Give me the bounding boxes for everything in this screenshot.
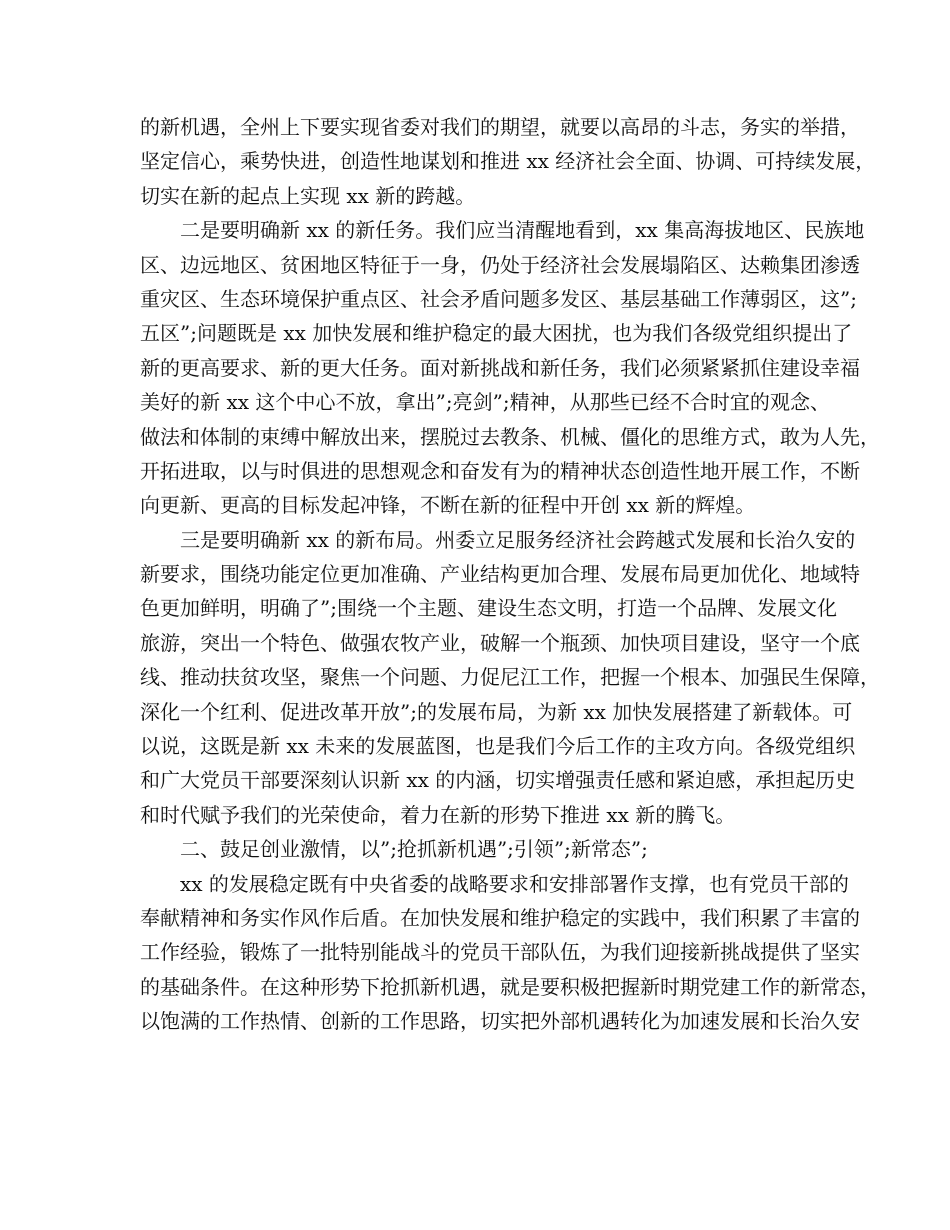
text-line: 重灾区、生态环境保护重点区、社会矛盾问题多发区、基层基础工作薄弱区，这”;	[140, 286, 857, 311]
text-line: 和广大党员干部要深刻认识新 xx 的内涵，切实增强责任感和紧迫感，承担起历史	[140, 768, 856, 793]
text-line: 色更加鲜明，明确了”;围绕一个主题、建设生态文明，打造一个品牌、发展文化	[140, 596, 837, 621]
text-line: 的基础条件。在这种形势下抢抓新机遇，就是要积极把握新时期党建工作的新常态，	[140, 974, 880, 999]
text-line: 旅游，突出一个特色、做强农牧产业，破解一个瓶颈、加快项目建设，坚守一个底	[140, 630, 860, 655]
text-line: 以饱满的工作热情、创新的工作思路，切实把外部机遇转化为加速发展和长治久安	[140, 1009, 860, 1034]
text-line: 做法和体制的束缚中解放出来，摆脱过去教条、机械、僵化的思维方式，敢为人先，	[140, 424, 880, 449]
text-line: 五区”;问题既是 xx 加快发展和维护稳定的最大困扰，也为我们各级党组织提出了	[140, 321, 853, 346]
text-line: 的新机遇，全州上下要实现省委对我们的期望，就要以高昂的斗志，务实的举措，	[140, 115, 860, 139]
text-line: 奉献精神和务实作风作后盾。在加快发展和维护稳定的实践中，我们积累了丰富的	[140, 905, 860, 930]
text-line: 二、鼓足创业激情，以”;抢抓新机遇”;引领”;新常态”;	[180, 837, 648, 862]
text-line: 三是要明确新 xx 的新布局。州委立足服务经济社会跨越式发展和长治久安的	[180, 527, 856, 552]
text-line: 向更新、更高的目标发起冲锋，不断在新的征程中开创 xx 新的辉煌。	[140, 493, 756, 518]
text-line: 坚定信心，乘势快进，创造性地谋划和推进 xx 经济社会全面、协调、可持续发展，	[140, 149, 876, 174]
text-line: 以说，这既是新 xx 未来的发展蓝图，也是我们今后工作的主攻方向。各级党组织	[140, 734, 856, 759]
text-line: 切实在新的起点上实现 xx 新的跨越。	[140, 183, 476, 208]
text-line: xx 的发展稳定既有中央省委的战略要求和安排部署作支撑，也有党员干部的	[180, 871, 849, 896]
text-line: 工作经验，锻炼了一批特别能战斗的党员干部队伍，为我们迎接新挑战提供了坚实	[140, 940, 860, 965]
text-line: 线、推动扶贫攻坚，聚焦一个问题、力促尼江工作，把握一个根本、加强民生保障，	[140, 665, 880, 690]
text-line: 新的更高要求、新的更大任务。面对新挑战和新任务，我们必须紧紧抓住建设幸福	[140, 355, 860, 380]
text-line: 区、边远地区、贫困地区特征于一身，仍处于经济社会发展塌陷区、达赖集团渗透	[140, 252, 860, 277]
text-line: 开拓进取，以与时俱进的思想观念和奋发有为的精神状态创造性地开展工作，不断	[140, 458, 860, 483]
text-line: 二是要明确新 xx 的新任务。我们应当清醒地看到，xx 集高海拔地区、民族地	[180, 218, 865, 243]
text-line: 深化一个红利、促进改革开放”;的发展布局，为新 xx 加快发展搭建了新载体。可	[140, 699, 853, 724]
text-line: 新要求，围绕功能定位更加准确、产业结构更加合理、发展布局更加优化、地域特	[140, 562, 860, 587]
body-text	[140, 110, 880, 1039]
text-line: 美好的新 xx 这个中心不放，拿出”;亮剑”;精神，从那些已经不合时宜的观念、	[140, 390, 830, 415]
text-line: 和时代赋予我们的光荣使命，着力在新的形势下推进 xx 新的腾飞。	[140, 802, 736, 827]
